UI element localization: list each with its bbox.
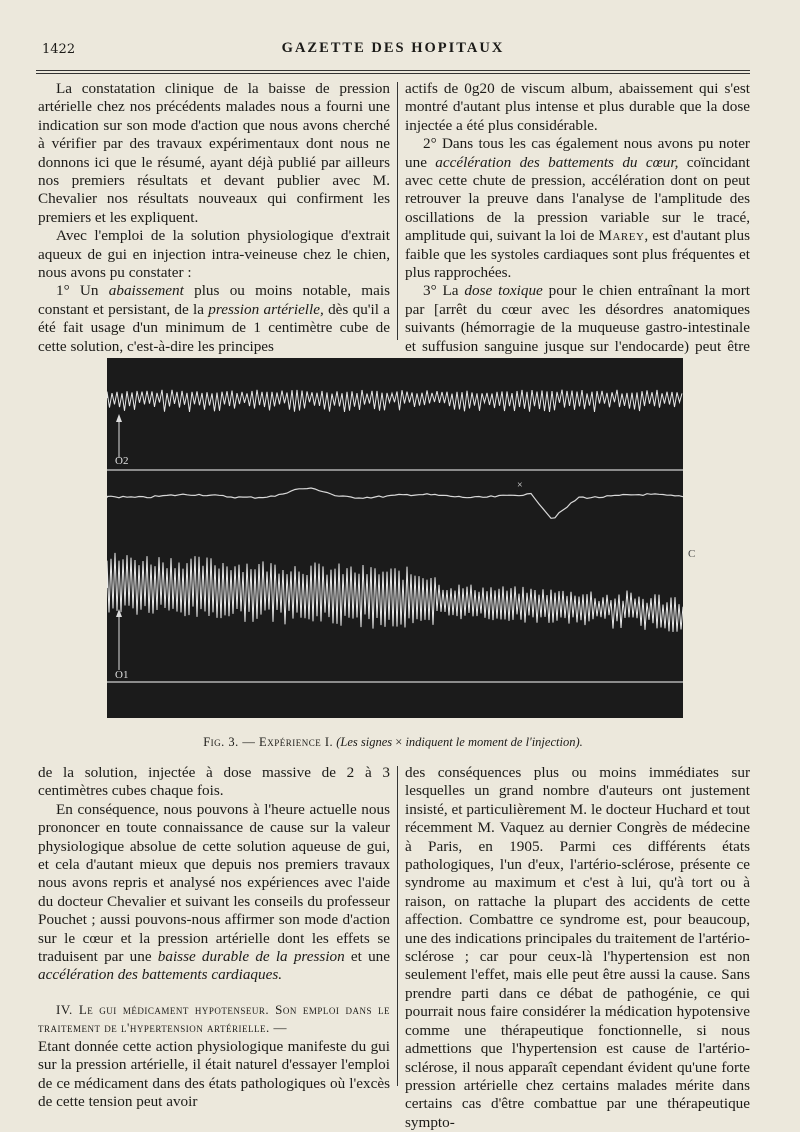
- bottom-right-column: [405, 764, 750, 1132]
- header-rule-double: [36, 73, 750, 74]
- page-header: [36, 40, 750, 64]
- page-number: 1422: [42, 42, 76, 57]
- section-heading: IV. Le gui médicament hypotenseur. Son emploi dans le traitement de l'hypertension artérielle. —: [38, 1001, 390, 1036]
- header-rule: [36, 70, 750, 71]
- paragraph: des conséquences plus ou moins immédiates sur lesquelles un grand nombre d'auteurs ont justement insisté, et particulièrement M. le docteur Huchard et tout récemment M. Vaquez au dernier Congrès de médecine à Paris, en 1905. Parmi ces différents états pathologiques, l'un d'eux, l'artério-sclérose, présente ce syndrome au maximum et c'est à lui, qu'à tort ou à raison, on rattache la plupart des accidents de cette affection. Combattre ce syndrome est, pour beaucoup, une des indications principales du traitement de l'artério-sclérose ; car pour ceux-là l'hypertension est non seulement l'effet, mais elle peut être aussi la cause. Sans prendre parti dans ce débat de pathogénie, ce qui pourrait nous faire considérer la médication hypotensive comme une thérapeutique fonctionnelle, si nous admettions que l'hypertension est cause de l'artério-sclérose, il nous apparaît cependant évident qu'une forte pression artérielle chez certains malades mérite dans certains cas d'être combattue par une thérapeutique sympto-: [405, 764, 750, 1131]
- paragraph: En conséquence, nous pouvons à l'heure actuelle nous prononcer en toute connaissance de cause sur la valeur physiologique absolue de cette solution aqueuse de gui, et cela d'autant mieux que depuis nos premiers travaux nous avons repris et analysé nos expériences avec l'aide du docteur Chevalier et suivant les conseils du professeur Pouchet ; aussi pouvons-nous affirmer son mode d'action sur le cœur et la pression artérielle dont les effets se traduisent par une baisse durable de la pression et une accélération des battements cardiaques.: [38, 800, 390, 984]
- label-o2: O2: [115, 455, 129, 467]
- journal-title: GAZETTE DES HOPITAUX: [281, 40, 505, 56]
- top-right-column: [405, 80, 750, 375]
- tracing-svg: [107, 358, 683, 718]
- bottom-left-column: [38, 764, 390, 1111]
- paragraph: Avec l'emploi de la solution physiologique d'extrait aqueux de gui en injection intra-veineuse chez le chien, nous avons pu constater :: [38, 227, 390, 282]
- side-mark: C: [688, 548, 696, 560]
- column-divider: [397, 82, 398, 340]
- paragraph: de la solution, injectée à dose massive de 2 à 3 centimètres cubes chaque fois.: [38, 764, 390, 800]
- figure-caption: Fig. 3. — Expérience I. (Les signes × indiquent le moment de l'injection).: [203, 735, 583, 749]
- kymograph-figure: [107, 358, 683, 718]
- label-o1: O1: [115, 669, 129, 681]
- paragraph: Etant donnée cette action physiologique manifeste du gui sur la pression artérielle, il était naturel d'essayer l'emploi de ce médicament dans des états pathologiques où l'excès de cette tension peut avoir: [38, 1037, 390, 1110]
- top-left-column: [38, 80, 390, 356]
- paragraph: 2° Dans tous les cas également nous avons pu noter une accélération des battements du cœur, coïncidant avec cette chute de pression, accélération dont on peut retrouver la preuve dans l'analyse de l'amplitude des oscillations de la pression variable sur le tracé, amplitude qui, suivant la loi de Marey, est d'autant plus faible que les systoles cardiaques sont plus fréquentes et plus rapprochées.: [405, 135, 750, 282]
- column-divider: [397, 766, 398, 1086]
- injection-marker: ×: [517, 480, 523, 491]
- paragraph: actifs de 0g20 de viscum album, abaissement qui s'est montré d'autant plus intense et plus durable que la dose injectée a été plus considérable.: [405, 80, 750, 134]
- paragraph: 3° La dose toxique pour le chien entraînant la mort par [arrêt du cœur avec les désordres anatomiques suivants (hémorragie de la muqueuse gastro-intestinale et suffusion sanguine jusque sur l'endocarde) peut être: [405, 282, 751, 355]
- paragraph: La constatation clinique de la baisse de pression artérielle chez nos précédents malades nous a fourni une indication sur son mode d'action que nous avons cherché à vérifier par des travaux expérimentaux dont nous ne donnons ici que le résumé, ayant déjà publié par ailleurs nos premiers résultats et devant publier avec M. Chevalier nos résultats nouveaux qui confirment les premiers et les expliquent.: [38, 80, 390, 226]
- paragraph: 1° Un abaissement plus ou moins notable, mais constant et persistant, de la pression artérielle, dès qu'il a été fait usage d'un minimum de 1 centimètre cube de cette solution, c'est-à-dire les principes: [38, 282, 390, 355]
